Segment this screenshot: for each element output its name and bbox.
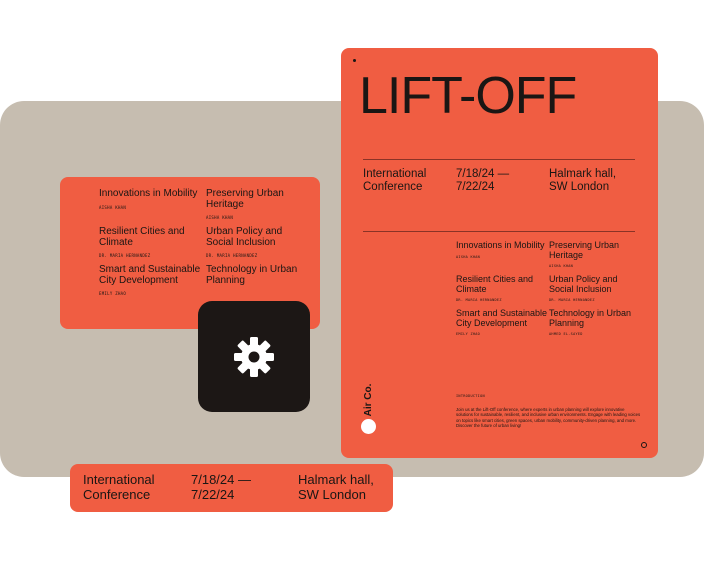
talk-item xyxy=(206,265,311,296)
poster-event-type: International Conference xyxy=(363,168,427,193)
intro-text: Join us at the Lift-Off conference, where experts in urban planning will explore innovative solutions for sustainable, resilient, and inclusive urban environments. Engage with leading voices on topics like smart cities, green spaces, urban mobility, community-driven planning, and more. Discover the future of urban living! xyxy=(456,407,641,428)
talk-speaker: DR. MARIA HERNANDEZ xyxy=(99,253,151,258)
talk-speaker: DR. MARIA HERNANDEZ xyxy=(549,298,595,302)
talk-speaker: AHMED EL-SAYED xyxy=(549,332,583,336)
talk-item xyxy=(549,241,644,268)
talk-speaker: AISHA KHAN xyxy=(99,204,127,210)
event-venue: Halmark hall, SW London xyxy=(298,472,374,502)
poster-dot xyxy=(353,59,356,62)
talk-item xyxy=(456,309,549,336)
poster-title: LIFT-OFF xyxy=(359,67,577,125)
program-grid xyxy=(99,189,311,296)
poster-dates: 7/18/24 — 7/22/24 xyxy=(456,168,510,193)
talk-title: Resilient Cities and Climate xyxy=(99,226,185,248)
divider xyxy=(363,159,635,160)
talk-item xyxy=(549,309,644,336)
talk-item xyxy=(99,265,206,296)
talk-title: Resilient Cities and Climate xyxy=(456,274,534,294)
talk-title: Technology in Urban Planning xyxy=(549,308,632,328)
talk-item xyxy=(456,275,549,302)
event-info-strip xyxy=(70,464,393,512)
talk-title: Technology in Urban Planning xyxy=(206,264,298,286)
conference-poster xyxy=(341,48,658,458)
talk-title: Urban Policy and Social Inclusion xyxy=(549,274,618,294)
talk-speaker: AISHA KHAN xyxy=(549,264,574,268)
poster-venue: Halmark hall, SW London xyxy=(549,168,617,193)
intro-label: INTRODUCTION xyxy=(456,394,485,398)
talk-title: Preserving Urban Heritage xyxy=(549,240,620,260)
talk-item xyxy=(99,227,206,258)
divider xyxy=(363,231,635,232)
talk-title: Innovations in Mobility xyxy=(456,240,545,250)
gear-icon xyxy=(231,334,277,380)
talk-title: Urban Policy and Social Inclusion xyxy=(206,226,283,248)
event-type: International Conference xyxy=(83,472,155,502)
talk-item xyxy=(456,241,549,268)
talk-speaker: EMILY ZHAO xyxy=(456,332,481,336)
brand-circle xyxy=(361,419,376,434)
talk-speaker: DR. MARIA HERNANDEZ xyxy=(206,253,258,258)
corner-mark-icon xyxy=(641,442,647,448)
event-dates: 7/18/24 — 7/22/24 xyxy=(191,472,251,502)
talk-title: Preserving Urban Heritage xyxy=(206,188,284,210)
poster-program-grid xyxy=(456,241,646,336)
talk-title: Innovations in Mobility xyxy=(99,188,198,199)
talk-speaker: AISHA KHAN xyxy=(456,254,481,259)
settings-button[interactable] xyxy=(198,301,310,412)
talk-item xyxy=(99,189,206,220)
talk-speaker: AISHA KHAN xyxy=(206,215,234,220)
talk-item xyxy=(206,189,311,220)
talk-speaker: DR. MARIA HERNANDEZ xyxy=(456,298,502,302)
talk-title: Smart and Sustainable City Development xyxy=(99,264,201,286)
talk-item xyxy=(549,275,644,302)
talk-item xyxy=(206,227,311,258)
talk-title: Smart and Sustainable City Development xyxy=(456,308,548,328)
brand-logo: Air Co. xyxy=(362,383,374,417)
talk-speaker: EMILY ZHAO xyxy=(99,291,127,296)
